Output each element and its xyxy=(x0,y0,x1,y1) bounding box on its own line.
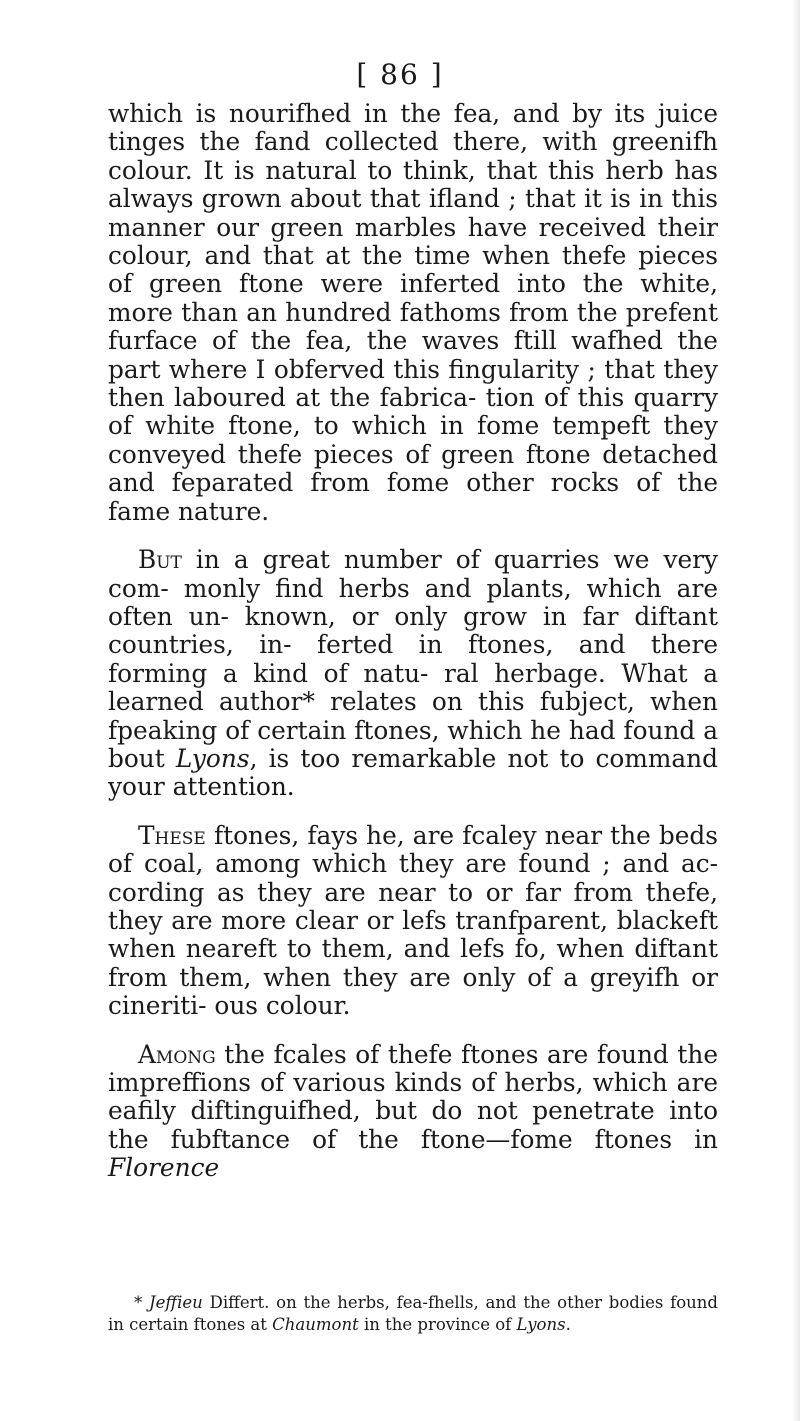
paragraph-4 xyxy=(108,1041,718,1183)
footnote xyxy=(108,1292,718,1336)
paragraph-4-place: Florence xyxy=(108,1153,220,1183)
paragraph-2-place: Lyons xyxy=(175,743,250,773)
paragraph-2 xyxy=(108,546,718,802)
footnote-text xyxy=(108,1292,718,1336)
footnote-text-part-2: in the province of xyxy=(358,1315,517,1334)
footnote-marker: * xyxy=(134,1293,150,1312)
paragraph-4-lead: Among xyxy=(138,1039,216,1069)
footnote-author: Jeffieu xyxy=(149,1293,203,1312)
paragraph-1 xyxy=(108,100,718,526)
paragraph-3-text: ftones, fays he, are fcaley near the beds of coal, among which they are found ; and ac- cording as they are near to or far from thefe, they are more clear or lefs tranfparent, blackeft when neareft to them, and lefs fo, when diftant from them, when they are only of a greyifh or cineriti- ous colour. xyxy=(108,820,718,1021)
paragraph-1-text: which is nourifhed in the fea, and by its juice tinges the fand collected there, with greenifh colour. It is natural to think, that this herb has always grown about that ifland ; that it is in this manner our green marbles have received their colour, and that at the time when thefe pieces of green ftone were inferted into the white, more than an hundred fathoms from the prefent furface of the fea, the waves ftill wafhed the part where I obferved this fingularity ; that they then laboured at the fabrica- tion of this quarry of white ftone, to which in fome tempeft they conveyed thefe pieces of green ftone detached and feparated from fome other rocks of the fame nature. xyxy=(108,99,718,526)
paragraph-2-lead: But xyxy=(138,545,182,575)
paragraph-2-text: in a great number of quarries we very com- monly find herbs and plants, which are often un- known, or only grow in far diftant countries, in- ferted in ftones, and there forming a kind of natu- ral herbage. What a learned author* relates on this fubject, when fpeaking of certain ftones, which he had found a bout xyxy=(108,545,718,773)
paragraph-3-lead: These xyxy=(138,820,206,850)
footnote-region: Lyons xyxy=(516,1315,566,1334)
paragraph-3 xyxy=(108,822,718,1021)
body-text xyxy=(108,100,718,1183)
footnote-text-part-1: Differt. on the herbs, fea-fhells, and the other bodies found in certain ftones at xyxy=(108,1293,718,1334)
footnote-place: Chaumont xyxy=(272,1315,359,1334)
paragraph-4-text: the fcales of thefe ftones are found the impreffions of various kinds of herbs, which are eafily diftinguifhed, but do not penetrate into the fubftance of the ftone—fome ftones in xyxy=(108,1039,718,1154)
footnote-text-end: . xyxy=(565,1315,571,1334)
page-number: [ 86 ] xyxy=(356,58,444,91)
page-edge-shadow xyxy=(792,0,800,1421)
paragraph-2-text-end: , is too remarkable not to command your attention. xyxy=(108,743,718,802)
